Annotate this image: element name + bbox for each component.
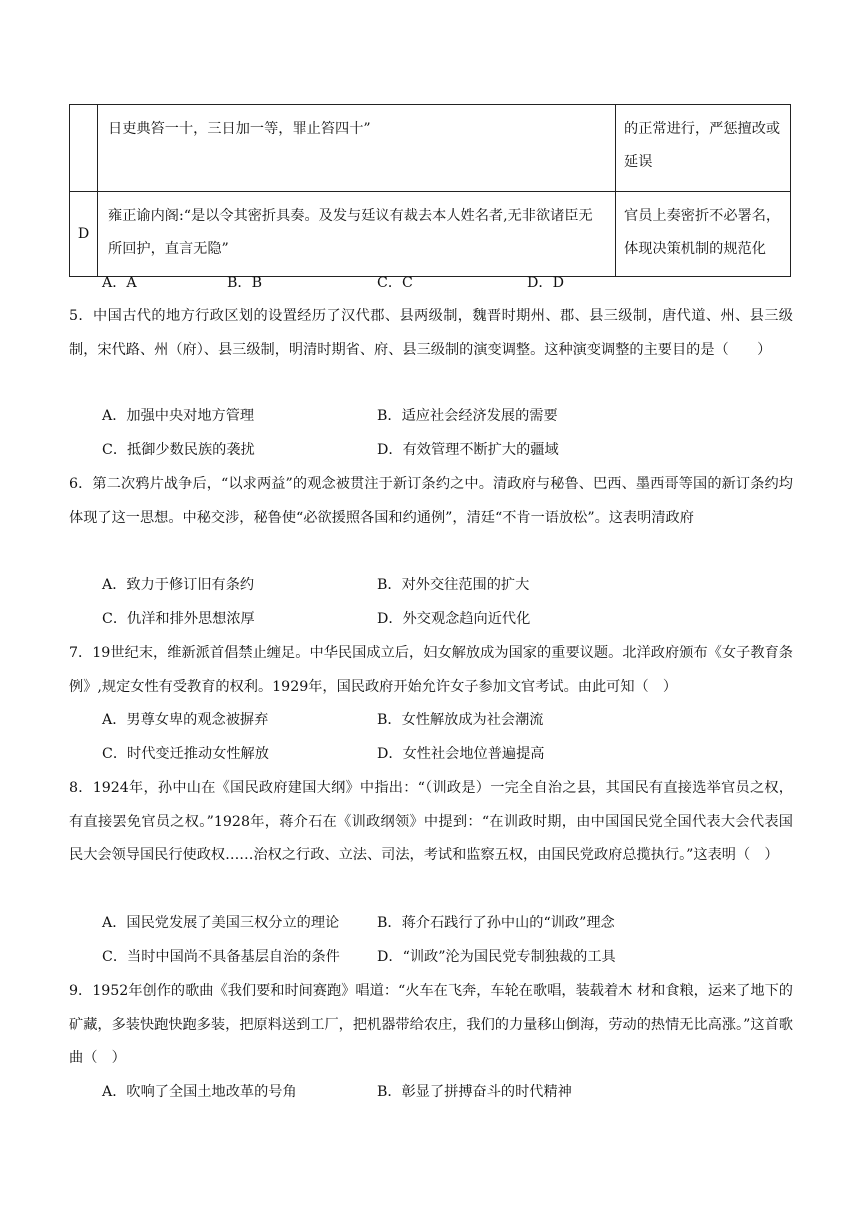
option-d[interactable]: D．外交观念趋向近代化 [377, 611, 531, 627]
table-source-cell: 雍正谕内阁:“是以令其密折具奏。及发与廷议有裁去本人姓名者,无非欲诸臣无所回护，直言无隐” [98, 192, 616, 277]
question-stem: 9．1952年创作的歌曲《我们要和时间赛跑》唱道：“火车在飞奔，车轮在歌唱，装载着木 材和食粮，运来了地下的矿藏，多装快跑快跑多装，把原料送到工厂，把机器带给农庄，我们的力量移山倒海，劳动的热情无比高涨。”这首歌曲（ ） [69, 983, 793, 1067]
option-c[interactable]: C．仇洋和排外思想浓厚 [102, 611, 255, 627]
option-b[interactable]: B．女性解放成为社会潮流 [377, 712, 544, 728]
question-stem: 5．中国古代的地方行政区划的设置经历了汉代郡、县两级制，魏晋时期州、郡、县三级制，唐代道、州、县三级制，宋代路、州（府）、县三级制，明清时期省、府、县三级制的演变调整。这种演变调整的主要目的是（ ） [69, 308, 793, 358]
question-stem: 8．1924年，孙中山在《国民政府建国大纲》中指出：“（训政是）一完全自治之县，其国民有直接选举官员之权，有直接罢免官员之权。”1928年，蒋介石在《训政纲领》中提到：“在训政时期，由中国国民党全国代表大会代表国民大会领导国民行使政权……治权之行政、立法、司法，考试和监察五权，由国民党政府总揽执行。”这表明（ ） [69, 780, 793, 864]
table-row [70, 105, 791, 192]
option-c[interactable]: C．当时中国尚不具备基层自治的条件 [102, 949, 340, 965]
table-conclusion-cell: 的正常进行，严惩擅改或延误 [616, 105, 791, 192]
option-d[interactable]: D．女性社会地位普遍提高 [377, 746, 545, 762]
table-row-label [70, 105, 98, 192]
table-row [70, 192, 791, 277]
question-stem: 6．第二次鸦片战争后，“以求两益”的观念被贯注于新订条约之中。清政府与秘鲁、巴西、墨西哥等国的新订条约均体现了这一思想。中秘交涉，秘鲁使“必欲援照各国和约通例”，清廷“不肯一语放松”。这表明清政府 [69, 476, 793, 526]
option-b[interactable]: B．蒋介石践行了孙中山的“训政”理念 [377, 915, 615, 931]
table-row-label: D [70, 192, 98, 277]
option-a[interactable]: A．致力于修订旧有条约 [102, 577, 255, 593]
option-d[interactable]: D．有效管理不断扩大的疆域 [377, 442, 559, 458]
option-a[interactable]: A．男尊女卑的观念被摒弃 [102, 712, 269, 728]
option-a[interactable]: A．国民党发展了美国三权分立的理论 [102, 915, 340, 931]
option-c[interactable]: C．抵御少数民族的袭扰 [102, 442, 255, 458]
option-a[interactable]: A．吹响了全国土地改革的号角 [102, 1084, 297, 1100]
table-conclusion-cell: 官员上奏密折不必署名，体现决策机制的规范化 [616, 192, 791, 277]
option-d[interactable]: D．“训政”沦为国民党专制独裁的工具 [377, 949, 616, 965]
option-a[interactable]: A．A [102, 275, 137, 291]
option-c[interactable]: C．C [377, 275, 413, 291]
table-source-cell: 日吏典笞一十，三日加一等，罪止笞四十” [98, 105, 616, 192]
option-b[interactable]: B．彰显了拼搏奋斗的时代精神 [377, 1084, 572, 1100]
option-b[interactable]: B．对外交往范围的扩大 [377, 577, 530, 593]
option-c[interactable]: C．时代变迁推动女性解放 [102, 746, 269, 762]
option-d[interactable]: D．D [527, 275, 564, 291]
answer-table [69, 104, 791, 277]
option-a[interactable]: A．加强中央对地方管理 [102, 408, 255, 424]
question-stem: 7．19世纪末，维新派首倡禁止缠足。中华民国成立后，妇女解放成为国家的重要议题。北洋政府颁布《女子教育条例》,规定女性有受教育的权利。1929年，国民政府开始允许女子参加文官考试。由此可知（ ） [69, 645, 793, 695]
option-b[interactable]: B．适应社会经济发展的需要 [377, 408, 558, 424]
option-b[interactable]: B．B [227, 275, 263, 291]
